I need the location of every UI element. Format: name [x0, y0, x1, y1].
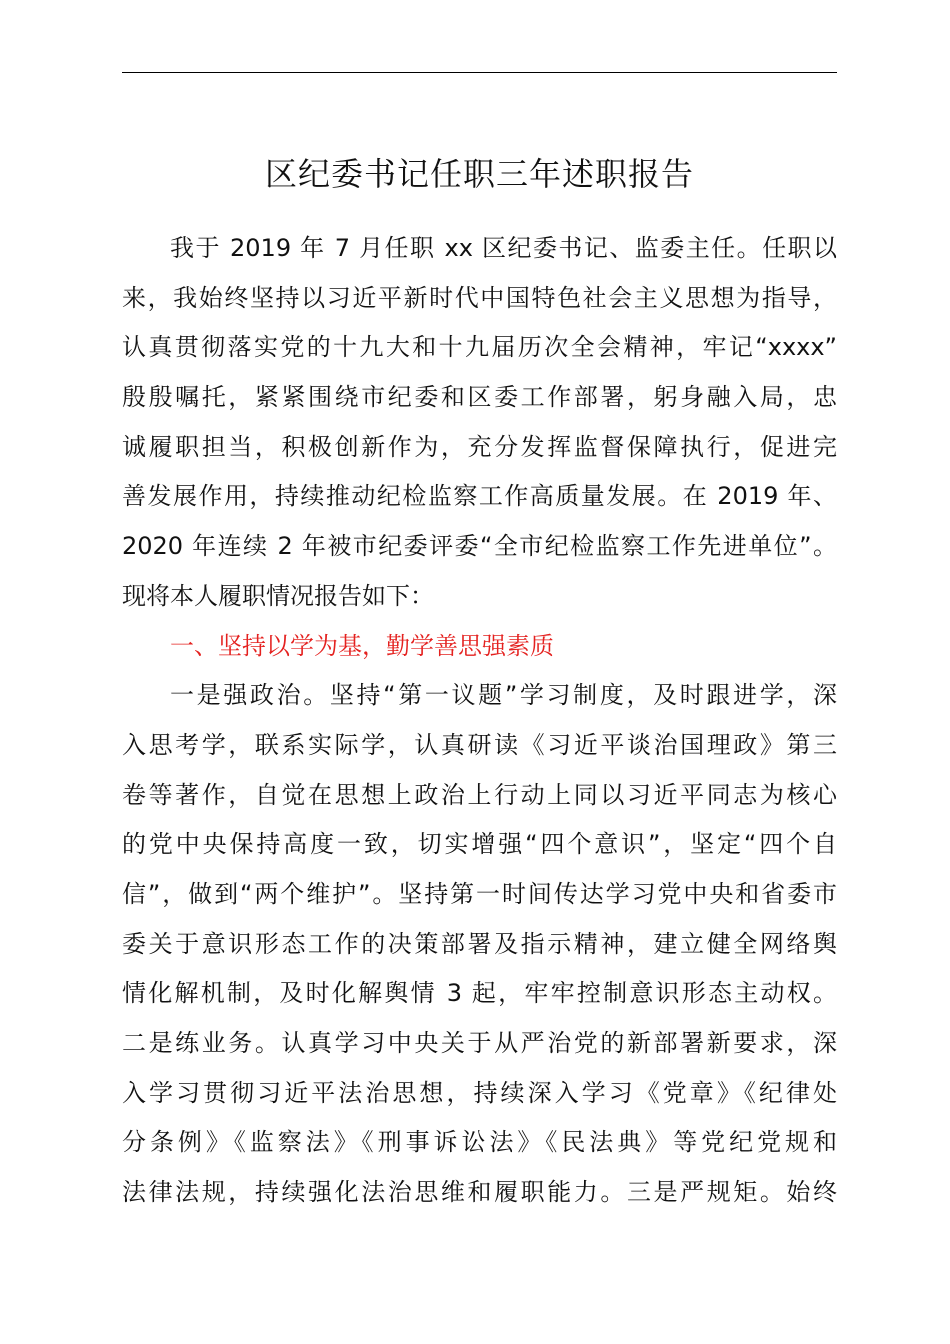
paragraph-line: 我于 2019 年 7 月任职 xx 区纪委书记、监委主任。任职以: [170, 234, 837, 262]
section-heading: 一、坚持以学为基，勤学善思强素质: [170, 631, 554, 660]
paragraph-line: 二是练业务。认真学习中央关于从严治党的新部署新要求，深: [122, 1029, 837, 1057]
paragraph-line: 入学习贯彻习近平法治思想，持续深入学习《党章》《纪律处: [122, 1078, 837, 1107]
paragraph-line: 诚履职担当，积极创新作为，充分发挥监督保障执行，促进完: [122, 432, 837, 461]
paragraph-line: 认真贯彻落实党的十九大和十九届历次全会精神，牢记“xxxx”: [122, 333, 837, 362]
paragraph-line: 入思考学，联系实际学，认真研读《习近平谈治国理政》第三: [122, 730, 837, 759]
paragraph-line: 信”，做到“两个维护”。坚持第一时间传达学习党中央和省委市: [122, 879, 837, 908]
paragraph-line: 的党中央保持高度一致，切实增强“四个意识”，坚定“四个自: [122, 830, 837, 859]
paragraph-line: 殷殷嘱托，紧紧围绕市纪委和区委工作部署，躬身融入局，忠: [122, 383, 837, 412]
paragraph-line: 法律法规，持续强化法治思维和履职能力。三是严规矩。始终: [122, 1178, 837, 1207]
paragraph-line: 来，我始终坚持以习近平新时代中国特色社会主义思想为指导，: [122, 283, 837, 312]
paragraph-line: 2020 年连续 2 年被市纪委评委“全市纪检监察工作先进单位”。: [122, 532, 837, 561]
paragraph-line: 善发展作用，持续推动纪检监察工作高质量发展。在 2019 年、: [122, 482, 837, 511]
document-body: [122, 224, 837, 1218]
paragraph-line: 现将本人履职情况报告如下：: [122, 581, 434, 610]
paragraph-line: 分条例》《监察法》《刑事诉讼法》《民法典》等党纪党规和: [122, 1128, 837, 1157]
paragraph-line: 委关于意识形态工作的决策部署及指示精神，建立健全网络舆: [122, 929, 837, 958]
document-title: 区纪委书记任职三年述职报告: [264, 155, 694, 193]
paragraph-line: 情化解机制，及时化解舆情 3 起，牢牢控制意识形态主动权。: [122, 979, 837, 1008]
header-rule: [122, 72, 837, 73]
paragraph-line: 卷等著作，自觉在思想上政治上行动上同以习近平同志为核心: [122, 780, 837, 809]
paragraph-line: 一是强政治。坚持“第一议题”学习制度，及时跟进学，深: [170, 681, 837, 710]
